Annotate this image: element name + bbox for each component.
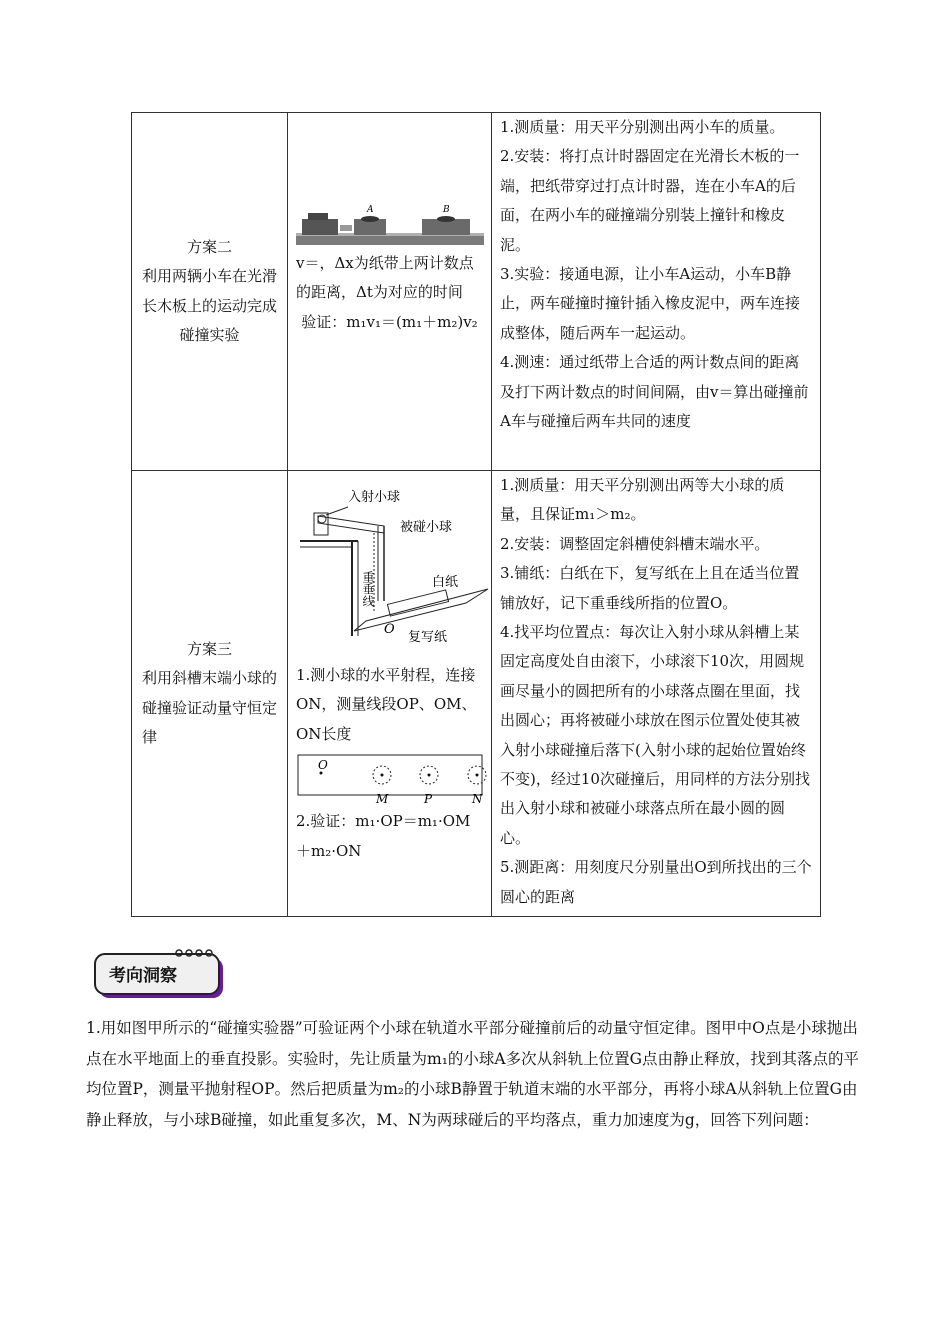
carbon-paper-label: 复写纸 <box>408 630 448 645</box>
step-item: 3.铺纸：白纸在下，复写纸在上且在适当位置铺放好，记下重垂线所指的位置O。 <box>500 564 800 612</box>
white-paper-label: 白纸 <box>432 575 459 590</box>
chute-figure <box>288 471 491 661</box>
plumb-line-label: 重垂线 <box>361 571 375 607</box>
step-item: 5.测距离：用刻度尺分别量出O到所找出的三个圆心的距离 <box>500 858 812 906</box>
experiment-table <box>131 112 821 917</box>
step-item: 4.测速：通过纸带上合适的两计数点间的距离及打下两计数点的时间间隔，由v＝算出碰撞前A车与碰撞后两车共同的速度 <box>500 353 809 431</box>
step-item: 1.测质量：用天平分别测出两小车的质量。 <box>500 118 785 136</box>
verify-formula: 2.验证：m₁·OP＝m₁·OM＋m₂·ON <box>296 812 471 860</box>
track-o-label: O <box>318 758 328 773</box>
step-item: 1.测质量：用天平分别测出两等大小球的质量，且保证m₁＞m₂。 <box>500 476 785 524</box>
track-m-label: M <box>376 792 389 807</box>
plan-name: 方案二 <box>186 237 232 256</box>
origin-label: O <box>384 622 395 637</box>
incident-ball-label: 入射小球 <box>348 490 401 505</box>
cart-b-label: B <box>443 205 450 215</box>
track-n-label: N <box>472 792 483 807</box>
steps-cell <box>492 113 821 471</box>
step-item: 3.实验：接通电源，让小车A运动，小车B静止，两车碰撞时撞针插入橡皮泥中，两车连接成整体，随后两车一起运动。 <box>500 265 801 342</box>
step-item: 2.安装：调整固定斜槽使斜槽末端水平。 <box>500 534 770 553</box>
table-row <box>132 113 821 471</box>
plan-desc: 利用两辆小车在光滑长木板上的运动完成碰撞实验 <box>141 267 277 344</box>
track-p-label: P <box>424 792 433 807</box>
steps-cell <box>492 471 821 917</box>
question-paragraph: 1.用如图甲所示的“碰撞实验器”可验证两个小球在轨道水平部分碰撞前后的动量守恒定律。图甲中O点是小球抛出点在水平地面上的垂直投影。实验时，先让质量为m₁的小球A多次从斜轨上位置G点由静止释放，找到其落点的平均位置P，测量平抛射程OP。然后把质量为m₂的小球B静置于轨道末端的水平部分，再将小球A从斜轨上位置G由静止释放，与小球B碰撞，如此重复多次，M、N为两球碰后的平均落点，重力加速度为g，回答下列问题： <box>86 1019 859 1129</box>
table-row <box>132 471 821 917</box>
plan-name: 方案三 <box>186 639 232 658</box>
principle-cell <box>288 113 492 471</box>
cart-a-label: A <box>367 205 374 215</box>
section-badge <box>93 948 229 1002</box>
badge-label: 考向洞察 <box>109 966 177 986</box>
principle-cell <box>288 471 492 917</box>
target-ball-label: 被碰小球 <box>400 520 453 535</box>
plan-desc: 利用斜槽末端小球的碰撞验证动量守恒定律 <box>142 669 278 746</box>
verify-formula: 验证：m₁v₁＝(m₁＋m₂)v₂ <box>301 312 478 331</box>
step-item: 4.找平均位置点：每次让入射小球从斜槽上某固定高度处自由滚下，小球滚下10次，用圆规画尽量小的圆把所有的小球落点圈在里面，找出圆心；再将被碰小球放在图示位置处使其被入射小球碰撞后落下(入射小球的起始位置始终不变)，经过10次碰撞后，用同样的方法分别找出入射小球和被碰小球落点所在最小圆的圆心。 <box>500 623 810 847</box>
carts-figure <box>288 203 488 249</box>
speed-formula: v＝，Δx为纸带上两计数点的距离，Δt为对应的时间 <box>296 254 474 302</box>
plan-cell <box>132 113 288 471</box>
step-item: 2.安装：将打点计时器固定在光滑长木板的一端，把纸带穿过打点计时器，连在小车A的后面，在两小车的碰撞端分别装上撞针和橡皮泥。 <box>500 147 800 254</box>
measure-text: 1.测小球的水平射程，连接ON，测量线段OP、OM、ON长度 <box>296 666 477 743</box>
landing-track-figure <box>288 749 491 807</box>
plan-cell <box>132 471 288 917</box>
